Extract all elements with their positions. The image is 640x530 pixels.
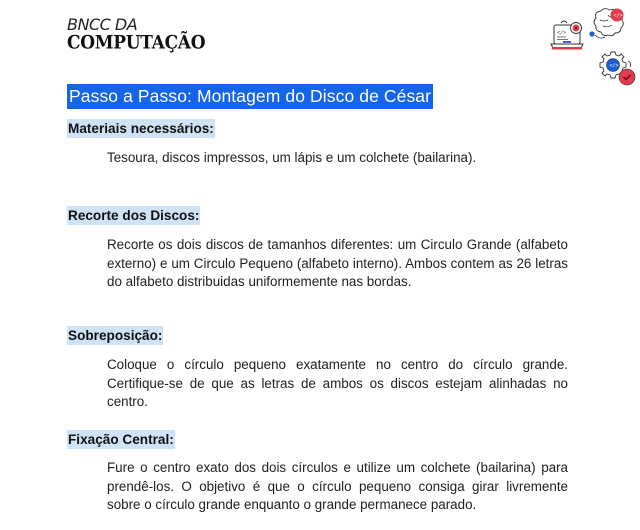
section-body-fixation: Fure o centro exato dos dois círculos e utilize um colchete (bailarina) para prendê-los. O objetivo é que o círculo pequeno consiga girar livremente sobre o círculo grande enquanto o grande permanece parado.	[107, 460, 568, 512]
section-heading-fixation: Fixação Central:	[68, 432, 174, 447]
section-heading-overlay: Sobreposição:	[68, 328, 163, 343]
section-body-materials: Tesoura, discos impressos, um lápis e um colchete (bailarina).	[107, 150, 477, 165]
section-body-overlay: Coloque o círculo pequeno exatamente no centro do círculo grande. Certifique-se de que as letras de ambos os discos estejam alinhadas no centro.	[107, 357, 568, 409]
svg-text:</>: </>	[557, 30, 567, 36]
brain-code-icon	[589, 9, 623, 39]
logo-line-2: COMPUTAÇÃO	[67, 31, 206, 54]
section-body-cutting: Recorte os dois discos de tamanhos diferentes: um Circulo Grande (alfabeto externo) e um Circulo Pequeno (alfabeto interno). Ambos contem as 26 letras do alfabeto distribuidas uniformemente nas bordas.	[107, 237, 568, 289]
bncc-computacao-logo	[67, 15, 206, 54]
laptop-code-icon	[551, 21, 583, 50]
logo-line-1: BNCC DA	[67, 15, 138, 34]
svg-text:</>: </>	[609, 63, 619, 69]
document-title: Passo a Passo: Montagem do Disco de César	[67, 84, 433, 109]
section-heading-cutting: Recorte dos Discos:	[68, 208, 200, 223]
header-illustration	[548, 6, 640, 90]
check-badge-icon	[619, 69, 635, 85]
svg-text:</>: </>	[613, 13, 623, 19]
section-heading-materials: Materiais necessários:	[68, 121, 214, 136]
